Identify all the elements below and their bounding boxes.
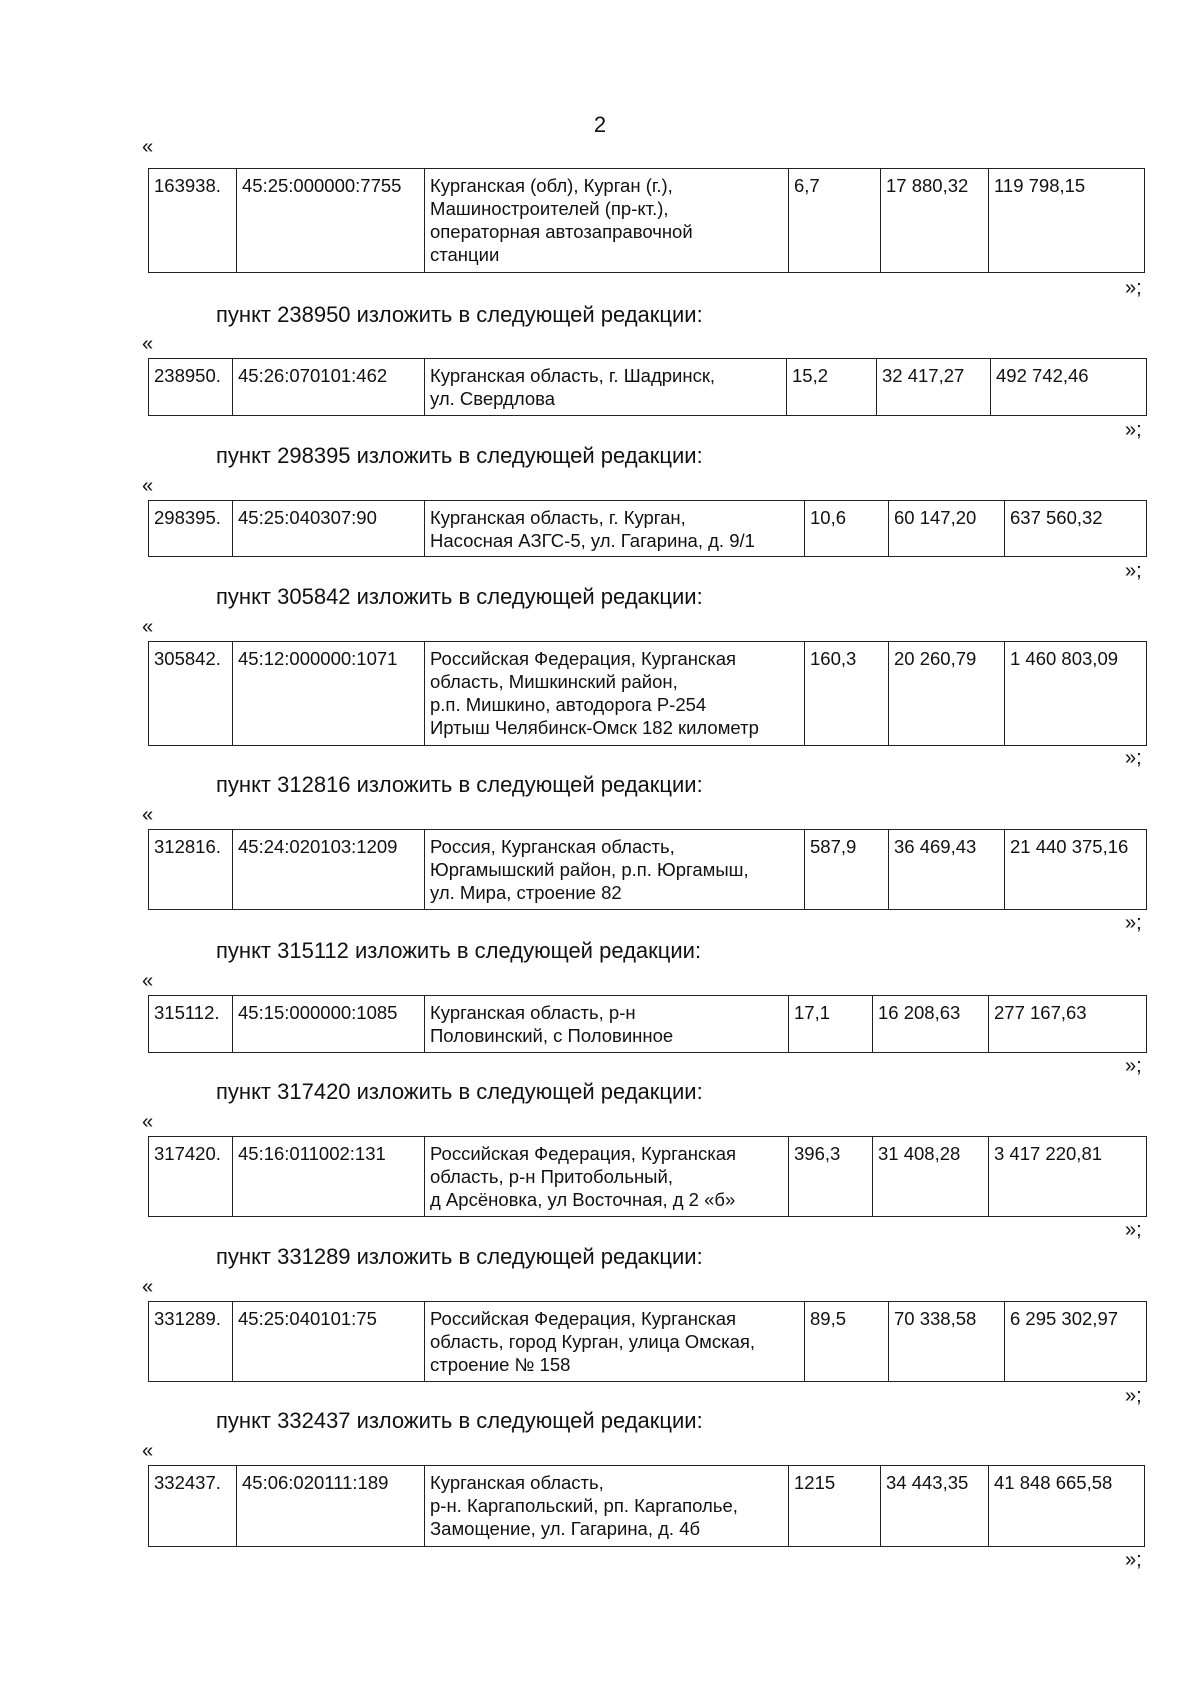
cadastral-value-cell: 3 417 220,81	[989, 1137, 1147, 1217]
row-number-cell: 315112.	[149, 996, 233, 1053]
area-cell: 396,3	[789, 1137, 873, 1217]
row-number-cell: 298395.	[149, 501, 233, 557]
address-cell	[425, 169, 789, 273]
cadastral-number-cell: 45:25:000000:7755	[237, 169, 425, 273]
address-cell	[425, 359, 787, 416]
closing-quote: »;	[1125, 1549, 1142, 1571]
row-number-cell: 312816.	[149, 830, 233, 910]
rate-cell: 17 880,32	[881, 169, 989, 273]
address-line: Половинский, с Половинное	[430, 1025, 674, 1046]
property-table	[148, 358, 1147, 416]
closing-quote: »;	[1125, 419, 1142, 441]
address-line: Курганская (обл), Курган (г.),	[430, 175, 673, 196]
amendment-heading: пункт 332437 изложить в следующей редакции:	[216, 1408, 703, 1433]
opening-quote: «	[142, 970, 154, 992]
address-line: Курганская область,	[430, 1472, 604, 1493]
address-cell	[425, 501, 805, 557]
area-cell: 6,7	[789, 169, 881, 273]
cadastral-value-cell: 41 848 665,58	[989, 1466, 1145, 1547]
row-number-cell: 317420.	[149, 1137, 233, 1217]
cadastral-number-cell: 45:15:000000:1085	[233, 996, 425, 1053]
rate-cell: 34 443,35	[881, 1466, 989, 1547]
row-number-cell: 163938.	[149, 169, 237, 273]
address-cell	[425, 830, 805, 910]
table-row	[149, 642, 1147, 746]
rate-cell: 31 408,28	[873, 1137, 989, 1217]
address-line: станции	[430, 244, 500, 265]
table-row	[149, 996, 1147, 1053]
address-line: Курганская область, р-н	[430, 1002, 636, 1023]
table-row	[149, 169, 1145, 273]
cadastral-value-cell: 6 295 302,97	[1005, 1302, 1147, 1382]
property-table	[148, 168, 1145, 273]
closing-quote: »;	[1125, 1219, 1142, 1241]
property-table	[148, 1301, 1147, 1382]
rate-cell: 60 147,20	[889, 501, 1005, 557]
opening-quote: «	[142, 616, 154, 638]
rate-cell: 20 260,79	[889, 642, 1005, 746]
address-line: Курганская область, г. Курган,	[430, 507, 686, 528]
table-row	[149, 1302, 1147, 1382]
rate-cell: 36 469,43	[889, 830, 1005, 910]
area-cell: 89,5	[805, 1302, 889, 1382]
address-line: область, Мишкинский район,	[430, 671, 678, 692]
cadastral-number-cell: 45:25:040307:90	[233, 501, 425, 557]
address-line: строение № 158	[430, 1354, 571, 1375]
address-line: Российская Федерация, Курганская	[430, 1308, 737, 1329]
amendment-heading: пункт 305842 изложить в следующей редакции:	[216, 584, 703, 609]
address-line: Курганская область, г. Шадринск,	[430, 365, 716, 386]
row-number-cell: 238950.	[149, 359, 233, 416]
closing-quote: »;	[1125, 1385, 1142, 1407]
address-line: Замощение, ул. Гагарина, д. 4б	[430, 1518, 701, 1539]
property-table	[148, 641, 1147, 746]
amendment-heading: пункт 331289 изложить в следующей редакции:	[216, 1244, 703, 1269]
property-table	[148, 995, 1147, 1053]
opening-quote: «	[142, 475, 154, 497]
opening-quote: «	[142, 804, 154, 826]
closing-quote: »;	[1125, 277, 1142, 299]
cadastral-number-cell: 45:12:000000:1071	[233, 642, 425, 746]
amendment-heading: пункт 312816 изложить в следующей редакции:	[216, 772, 703, 797]
table-row	[149, 359, 1147, 416]
amendment-heading: пункт 317420 изложить в следующей редакции:	[216, 1079, 703, 1104]
closing-quote: »;	[1125, 747, 1142, 769]
cadastral-number-cell: 45:16:011002:131	[233, 1137, 425, 1217]
property-table	[148, 829, 1147, 910]
address-cell	[425, 1137, 789, 1217]
table-row	[149, 1137, 1147, 1217]
address-cell	[425, 1466, 789, 1547]
cadastral-value-cell: 1 460 803,09	[1005, 642, 1147, 746]
cadastral-value-cell: 119 798,15	[989, 169, 1145, 273]
rate-cell: 16 208,63	[873, 996, 989, 1053]
area-cell: 587,9	[805, 830, 889, 910]
address-line: операторная автозаправочной	[430, 221, 693, 242]
amendment-heading: пункт 315112 изложить в следующей редакции:	[216, 938, 702, 963]
cadastral-value-cell: 21 440 375,16	[1005, 830, 1147, 910]
row-number-cell: 305842.	[149, 642, 233, 746]
rate-cell: 70 338,58	[889, 1302, 1005, 1382]
property-table	[148, 500, 1147, 557]
cadastral-number-cell: 45:06:020111:189	[237, 1466, 425, 1547]
address-line: Насосная АЗГС-5, ул. Гагарина, д. 9/1	[430, 530, 755, 551]
area-cell: 160,3	[805, 642, 889, 746]
cadastral-number-cell: 45:24:020103:1209	[233, 830, 425, 910]
opening-quote: «	[142, 1440, 154, 1462]
amendment-heading: пункт 298395 изложить в следующей редакции:	[216, 443, 703, 468]
address-line: р-н. Каргапольский, рп. Каргаполье,	[430, 1495, 738, 1516]
cadastral-number-cell: 45:25:040101:75	[233, 1302, 425, 1382]
closing-quote: »;	[1125, 912, 1142, 934]
table-row	[149, 1466, 1145, 1547]
opening-quote: «	[142, 136, 154, 158]
address-cell	[425, 642, 805, 746]
address-line: Юргамышский район, р.п. Юргамыш,	[430, 859, 749, 880]
address-line: Российская Федерация, Курганская	[430, 648, 737, 669]
cadastral-value-cell: 277 167,63	[989, 996, 1147, 1053]
opening-quote: «	[142, 1276, 154, 1298]
address-line: ул. Свердлова	[430, 388, 556, 409]
address-line: область, город Курган, улица Омская,	[430, 1331, 756, 1352]
opening-quote: «	[142, 333, 154, 355]
address-line: Россия, Курганская область,	[430, 836, 675, 857]
address-line: ул. Мира, строение 82	[430, 882, 622, 903]
cadastral-number-cell: 45:26:070101:462	[233, 359, 425, 416]
address-line: д Арсёновка, ул Восточная, д 2 «б»	[430, 1189, 736, 1210]
opening-quote: «	[142, 1111, 154, 1133]
rate-cell: 32 417,27	[877, 359, 991, 416]
area-cell: 10,6	[805, 501, 889, 557]
cadastral-value-cell: 492 742,46	[991, 359, 1147, 416]
table-row	[149, 830, 1147, 910]
closing-quote: »;	[1125, 560, 1142, 582]
page-number: 2	[593, 112, 607, 137]
area-cell: 15,2	[787, 359, 877, 416]
closing-quote: »;	[1125, 1055, 1142, 1077]
address-line: р.п. Мишкино, автодорога Р-254	[430, 694, 707, 715]
address-line: Машиностроителей (пр-кт.),	[430, 198, 669, 219]
area-cell: 17,1	[789, 996, 873, 1053]
address-cell	[425, 996, 789, 1053]
cadastral-value-cell: 637 560,32	[1005, 501, 1147, 557]
address-line: Иртыш Челябинск-Омск 182 километр	[430, 717, 759, 738]
table-row	[149, 501, 1147, 557]
property-table	[148, 1465, 1145, 1547]
address-line: область, р-н Притобольный,	[430, 1166, 673, 1187]
property-table	[148, 1136, 1147, 1217]
area-cell: 1215	[789, 1466, 881, 1547]
amendment-heading: пункт 238950 изложить в следующей редакции:	[216, 302, 703, 327]
address-cell	[425, 1302, 805, 1382]
address-line: Российская Федерация, Курганская	[430, 1143, 737, 1164]
row-number-cell: 332437.	[149, 1466, 237, 1547]
row-number-cell: 331289.	[149, 1302, 233, 1382]
